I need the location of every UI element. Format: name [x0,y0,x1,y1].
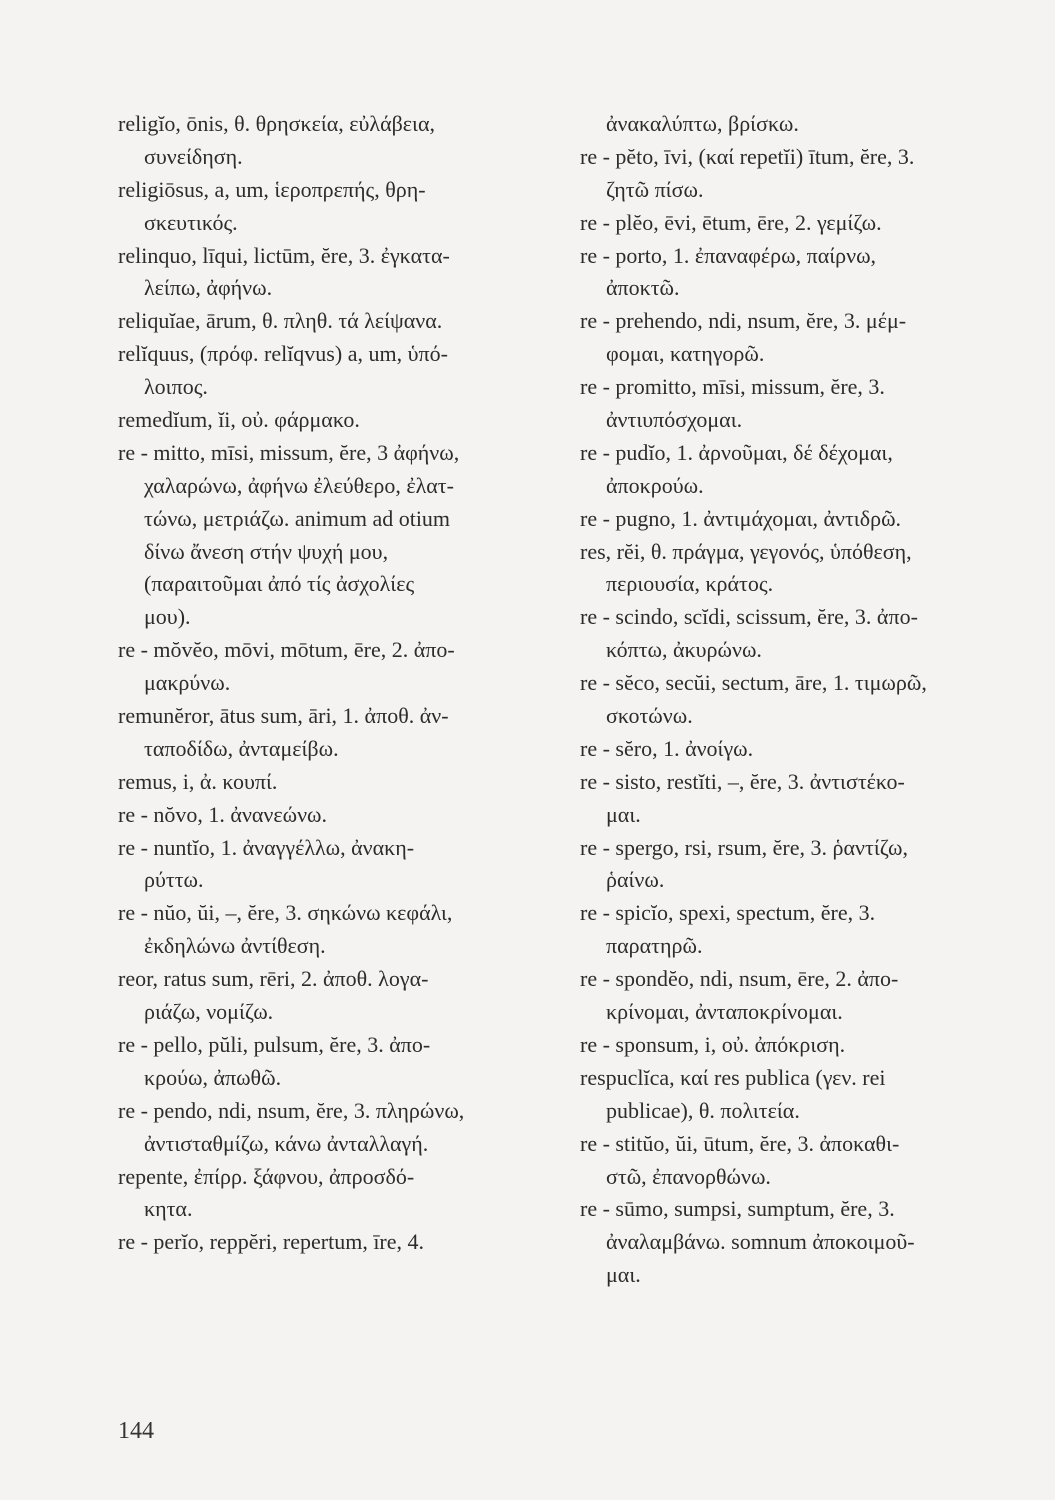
entry-line: re - sponsum, i, οὐ. ἀπόκριση. [580,1031,846,1057]
entry-continuation-line: ἀνακαλύπτω, βρίσκω. [606,111,799,136]
entry-continuation-line: μαι. [606,1262,641,1288]
entry-line: re - perĭo, reppĕri, repertum, īre, 4. [118,1229,425,1255]
entry-line: remus, i, ἀ. κουπί. [118,768,278,794]
entry-line: res, rĕi, θ. πράγμα, γεγονός, ὑπόθεση, [580,538,912,564]
entry-continuation-line: μου). [144,604,191,630]
right-column [580,108,1032,1292]
entry-line: re - porto, 1. ἐπαναφέρω, παίρνω, [580,242,877,268]
entry-continuation-line: ζητῶ πίσω. [606,176,704,202]
entry-line: re - sūmo, sumpsi, sumptum, ĕre, 3. [580,1196,895,1222]
entry-continuation-line: φομαι, κατηγορῶ. [606,341,765,367]
entry-continuation-line: μακρύνω. [144,670,231,696]
entry-continuation-line: λείπω, ἀφήνω. [144,275,273,301]
entry-continuation-line: publicae), θ. πολιτεία. [606,1097,800,1123]
entry-continuation-line: ἀποκτῶ. [606,275,680,301]
entry-line: re - plĕo, ēvi, ētum, ēre, 2. γεμίζω. [580,209,882,235]
entry-continuation-line: ἀντιυπόσχομαι. [606,407,743,433]
page-number: 144 [118,1418,154,1444]
entry-line: reliquĭae, ārum, θ. πληθ. τά λείψανα. [118,308,443,334]
entry-line: re - pudĭo, 1. ἀρνοῦμαι, δέ δέχομαι, [580,439,893,465]
entry-continuation-line: ἀποκρούω. [606,472,704,498]
entry-continuation-line: ἀντισταθμίζω, κάνω ἀνταλλαγή. [144,1130,429,1156]
entry-line: repente, ἐπίρρ. ξάφνου, ἀπροσδό- [118,1163,415,1189]
entry-continuation-line: σκευτικός. [144,209,238,235]
left-column [118,108,550,1259]
entry-line: re - spicĭo, spexi, spectum, ĕre, 3. [580,900,876,926]
entry-continuation-line: χαλαρώνω, ἀφήνω ἐλεύθερο, ἐλατ- [144,472,454,498]
entry-continuation-line: στῶ, ἐπανορθώνω. [606,1163,771,1189]
entry-line: religiōsus, a, um, ἱεροπρεπής, θρη- [118,176,426,202]
entry-line: relinquo, līqui, lictūm, ĕre, 3. ἐγκατα- [118,242,450,268]
entry-line: re - spergo, rsi, rsum, ĕre, 3. ῥαντίζω, [580,834,909,860]
entry-line: religĭo, ōnis, θ. θρησκεία, εὐλάβεια, [118,111,435,136]
entry-line: remedĭum, ĭi, οὐ. φάρμακο. [118,407,360,433]
entry-line: re - sisto, restĭti, –, ĕre, 3. ἀντιστέκο- [580,768,905,794]
entry-line: respuclĭca, καί res publica (γεν. rei [580,1064,886,1090]
entry-line: re - prehendo, ndi, nsum, ĕre, 3. μέμ- [580,308,907,334]
entry-line: relĭquus, (πρόφ. relĭqvus) a, um, ὑπό- [118,341,448,367]
entry-continuation-line: κρίνομαι, ἀνταποκρίνομαι. [606,999,843,1025]
entry-line: re - pugno, 1. ἀντιμάχομαι, ἀντιδρῶ. [580,505,902,531]
entry-continuation-line: ἀναλαμβάνω. somnum ἀποκοιμοῦ- [606,1229,915,1255]
entry-line: re - sĕro, 1. ἀνοίγω. [580,735,754,761]
entry-continuation-line: ρύττω. [144,867,204,893]
entry-line: re - nuntĭo, 1. ἀναγγέλλω, ἀνακη- [118,834,415,860]
entry-line: re - pello, pŭli, pulsum, ĕre, 3. ἀπο- [118,1031,431,1057]
entry-continuation-line: ἐκδηλώνω ἀντίθεση. [144,933,326,959]
entry-line: reor, ratus sum, rēri, 2. ἀποθ. λογα- [118,966,429,992]
entry-continuation-line: παρατηρῶ. [606,933,703,959]
entry-line: re - promitto, mīsi, missum, ĕre, 3. [580,374,885,400]
entry-continuation-line: δίνω ἄνεση στήν ψυχή μου, [144,538,389,564]
entry-line: re - stitŭo, ŭi, ūtum, ĕre, 3. ἀποκαθι- [580,1130,900,1156]
entry-line: re - nŏvo, 1. ἀνανεώνω. [118,801,328,827]
entry-continuation-line: κρούω, ἀπωθῶ. [144,1064,282,1090]
entry-line: re - pĕto, īvi, (καί repetĭi) ītum, ĕre, 3. [580,143,915,169]
entry-continuation-line: ταποδίδω, ἀνταμείβω. [144,735,339,761]
entry-continuation-line: ῥαίνω. [606,867,665,893]
entry-line: remunĕror, ātus sum, āri, 1. ἀποθ. ἀν- [118,703,449,729]
entry-line: re - scindo, scĭdi, scissum, ĕre, 3. ἀπο- [580,604,918,630]
entry-continuation-line: κόπτω, ἀκυρώνω. [606,637,762,663]
entry-continuation-line: μαι. [606,801,641,827]
entry-line: re - mŏvĕo, mōvi, mōtum, ēre, 2. ἀπο- [118,637,455,663]
entry-line: re - sĕco, secŭi, sectum, āre, 1. τιμωρῶ, [580,670,927,696]
entry-line: re - nŭo, ŭi, –, ĕre, 3. σηκώνω κεφάλι, [118,900,453,926]
entry-continuation-line: (παραιτοῦμαι ἀπό τίς ἀσχολίες [144,571,415,597]
entry-continuation-line: σκοτώνω. [606,703,693,729]
entry-continuation-line: ριάζω, νομίζω. [144,999,274,1025]
entry-line: re - spondĕo, ndi, nsum, ēre, 2. ἀπο- [580,966,899,992]
entry-continuation-line: κητα. [144,1196,193,1222]
entry-continuation-line: συνείδηση. [144,143,243,169]
entry-line: re - pendo, ndi, nsum, ĕre, 3. πληρώνω, [118,1097,465,1123]
entry-continuation-line: λοιπος. [144,374,208,400]
entry-line: re - mitto, mīsi, missum, ĕre, 3 ἀφήνω, [118,439,460,465]
entry-continuation-line: τώνω, μετριάζω. animum ad otium [144,505,451,531]
entry-continuation-line: περιουσία, κράτος. [606,571,774,597]
